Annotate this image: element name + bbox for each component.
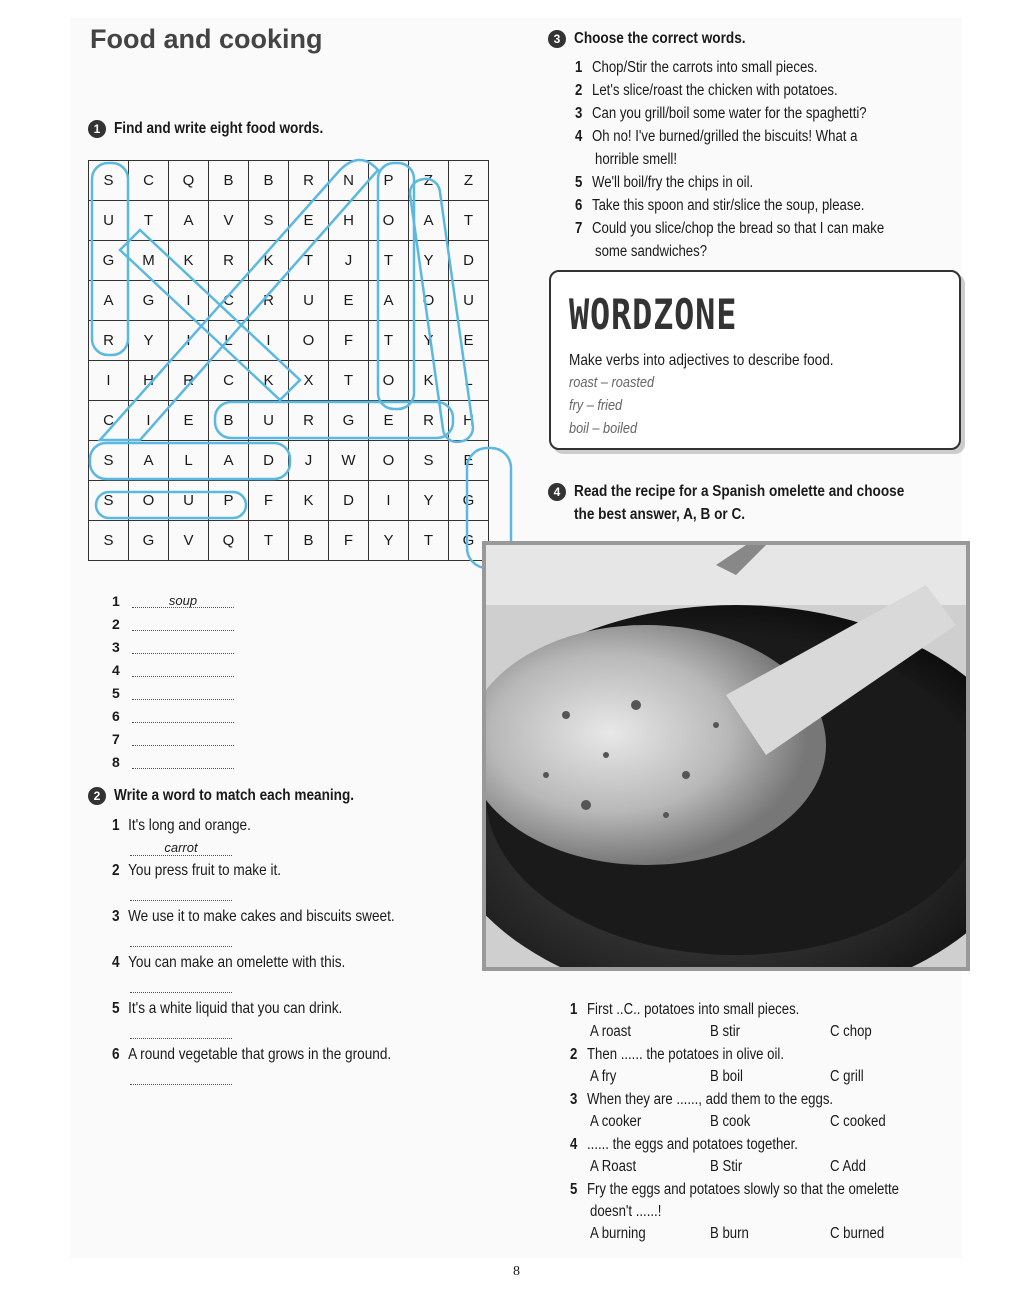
grid-cell: I: [129, 401, 169, 441]
grid-row: [89, 361, 489, 401]
section-2-heading: 2 Write a word to match each meaning.: [88, 787, 396, 805]
grid-row: [89, 441, 489, 481]
answer-option[interactable]: B stir: [710, 1023, 741, 1040]
recipe-question: 5 Fry the eggs and potatoes slowly so that the omelette: [570, 1181, 899, 1198]
answer-option[interactable]: B boil: [710, 1068, 743, 1085]
section-1-heading: 1 Find and write eight food words.: [88, 120, 360, 138]
page-number: 8: [513, 1264, 520, 1279]
answer-option[interactable]: C burned: [830, 1225, 885, 1242]
grid-cell: F: [329, 321, 369, 361]
omelette-pan-photo: [482, 541, 970, 971]
grid-cell: I: [169, 281, 209, 321]
section-3-heading: 3 Choose the correct words.: [548, 30, 776, 48]
grid-cell: O: [409, 281, 449, 321]
grid-cell: T: [409, 521, 449, 561]
grid-cell: G: [129, 521, 169, 561]
grid-cell: Y: [409, 481, 449, 521]
section-number-badge: 3: [548, 30, 566, 48]
grid-cell: O: [129, 481, 169, 521]
choose-word-item-cont: horrible smell!: [595, 151, 678, 168]
answer-option[interactable]: A fry: [590, 1068, 617, 1085]
grid-cell: M: [129, 241, 169, 281]
grid-cell: I: [89, 361, 129, 401]
grid-cell: J: [289, 441, 329, 481]
answer-number: 3: [112, 639, 120, 655]
grid-cell: I: [169, 321, 209, 361]
answer-value[interactable]: [132, 756, 234, 769]
answer-value[interactable]: [132, 687, 234, 700]
answer-option[interactable]: A cooker: [590, 1113, 642, 1130]
word-search-grid: [88, 160, 489, 561]
grid-cell: E: [449, 441, 489, 481]
grid-cell: S: [89, 481, 129, 521]
grid-cell: K: [409, 361, 449, 401]
answer-line[interactable]: [112, 616, 120, 632]
wordzone-example: roast – roasted: [569, 374, 655, 391]
grid-cell: A: [169, 201, 209, 241]
choose-word-item: 5 We'll boil/fry the chips in oil.: [575, 174, 754, 191]
grid-cell: U: [89, 201, 129, 241]
answer-option[interactable]: A roast: [590, 1023, 632, 1040]
answer-line[interactable]: [112, 731, 120, 747]
grid-cell: V: [209, 201, 249, 241]
grid-cell: K: [289, 481, 329, 521]
grid-cell: G: [449, 521, 489, 561]
grid-cell: G: [329, 401, 369, 441]
answer-line[interactable]: [112, 593, 198, 609]
section-4-heading-line2: the best answer, A, B or C.: [574, 506, 746, 523]
recipe-question: 1 First ..C.. potatoes into small pieces.: [570, 1001, 800, 1018]
grid-cell: T: [289, 241, 329, 281]
grid-cell: R: [209, 241, 249, 281]
answer-value[interactable]: [132, 664, 234, 677]
answer-number: 1: [112, 593, 120, 609]
grid-row: [89, 321, 489, 361]
grid-cell: L: [449, 361, 489, 401]
answer-option[interactable]: B Stir: [710, 1158, 743, 1175]
grid-cell: H: [129, 361, 169, 401]
answer-value[interactable]: [132, 618, 234, 631]
grid-cell: P: [209, 481, 249, 521]
section-4-heading: 4 Read the recipe for a Spanish omelette and choose: [548, 483, 963, 501]
grid-row: [89, 401, 489, 441]
grid-cell: O: [369, 441, 409, 481]
choose-word-item: 7 Could you slice/chop the bread so that I can make: [575, 220, 885, 237]
grid-cell: T: [129, 201, 169, 241]
grid-cell: Y: [369, 521, 409, 561]
meaning-item: 3 We use it to make cakes and biscuits sweet.: [112, 908, 395, 925]
answer-option[interactable]: A burning: [590, 1225, 646, 1242]
grid-cell: B: [249, 161, 289, 201]
grid-cell: S: [89, 521, 129, 561]
answer-value[interactable]: [132, 641, 234, 654]
grid-cell: R: [289, 161, 329, 201]
choose-word-item: 2 Let's slice/roast the chicken with potatoes.: [575, 82, 838, 99]
grid-cell: C: [209, 281, 249, 321]
grid-cell: A: [89, 281, 129, 321]
answer-value[interactable]: [132, 710, 234, 723]
grid-cell: A: [369, 281, 409, 321]
grid-cell: Y: [409, 321, 449, 361]
choose-word-item-cont: some sandwiches?: [595, 243, 708, 260]
answer-line[interactable]: [112, 685, 120, 701]
grid-cell: W: [329, 441, 369, 481]
grid-cell: S: [89, 161, 129, 201]
grid-row: [89, 241, 489, 281]
grid-cell: T: [369, 241, 409, 281]
meaning-item: 1 It's long and orange.: [112, 817, 251, 834]
answer-option[interactable]: C Add: [830, 1158, 866, 1175]
grid-cell: B: [289, 521, 329, 561]
grid-cell: J: [329, 241, 369, 281]
grid-cell: T: [369, 321, 409, 361]
grid-cell: K: [249, 361, 289, 401]
grid-cell: C: [89, 401, 129, 441]
meaning-item: 6 A round vegetable that grows in the ground.: [112, 1046, 392, 1063]
grid-cell: K: [249, 241, 289, 281]
wordzone-example: boil – boiled: [569, 420, 638, 437]
section-number-badge: 1: [88, 120, 106, 138]
answer-number: 6: [112, 708, 120, 724]
grid-cell: U: [289, 281, 329, 321]
answer-line[interactable]: [112, 754, 120, 770]
grid-cell: R: [89, 321, 129, 361]
grid-cell: I: [369, 481, 409, 521]
answer-number: 7: [112, 731, 120, 747]
wordzone-title: WORDZONE: [569, 290, 738, 339]
grid-cell: D: [329, 481, 369, 521]
grid-cell: S: [249, 201, 289, 241]
answer-line[interactable]: [112, 708, 120, 724]
answer-number: 2: [112, 616, 120, 632]
grid-cell: I: [249, 321, 289, 361]
answer-option[interactable]: C grill: [830, 1068, 864, 1085]
grid-row: [89, 281, 489, 321]
grid-cell: A: [209, 441, 249, 481]
meaning-answer-line[interactable]: [130, 1070, 232, 1085]
grid-cell: Q: [209, 521, 249, 561]
grid-row: [89, 201, 489, 241]
meaning-answer-line[interactable]: [130, 886, 232, 901]
grid-cell: Y: [409, 241, 449, 281]
section-number-badge: 4: [548, 483, 566, 501]
section-number-badge: 2: [88, 787, 106, 805]
meaning-item: 5 It's a white liquid that you can drink.: [112, 1000, 343, 1017]
grid-cell: L: [169, 441, 209, 481]
wordzone-example: fry – fried: [569, 397, 623, 414]
page-title: Food and cooking: [90, 24, 323, 54]
meaning-item: 4 You can make an omelette with this.: [112, 954, 346, 971]
grid-cell: C: [209, 361, 249, 401]
grid-cell: P: [369, 161, 409, 201]
grid-cell: R: [169, 361, 209, 401]
answer-option[interactable]: C chop: [830, 1023, 872, 1040]
meaning-answer-line[interactable]: carrot: [130, 841, 232, 856]
grid-row: [89, 521, 489, 561]
recipe-question: 4 ...... the eggs and potatoes together.: [570, 1136, 798, 1153]
grid-cell: F: [329, 521, 369, 561]
grid-cell: R: [249, 281, 289, 321]
grid-cell: L: [209, 321, 249, 361]
grid-cell: E: [169, 401, 209, 441]
grid-cell: H: [449, 401, 489, 441]
grid-cell: E: [329, 281, 369, 321]
grid-cell: Y: [129, 321, 169, 361]
recipe-question: 3 When they are ......, add them to the eggs.: [570, 1091, 834, 1108]
grid-cell: R: [289, 401, 329, 441]
grid-cell: S: [409, 441, 449, 481]
grid-cell: U: [169, 481, 209, 521]
grid-cell: B: [209, 161, 249, 201]
answer-line[interactable]: [112, 639, 120, 655]
grid-cell: U: [249, 401, 289, 441]
grid-cell: S: [89, 441, 129, 481]
recipe-question-cont: doesn't ......!: [590, 1203, 662, 1220]
wordzone-instruction: Make verbs into adjectives to describe food.: [569, 352, 834, 369]
grid-cell: A: [129, 441, 169, 481]
grid-cell: B: [209, 401, 249, 441]
grid-row: [89, 481, 489, 521]
grid-cell: O: [289, 321, 329, 361]
grid-cell: X: [289, 361, 329, 401]
grid-cell: T: [329, 361, 369, 401]
grid-cell: K: [169, 241, 209, 281]
answer-number: 4: [112, 662, 120, 678]
answer-value[interactable]: [132, 733, 234, 746]
grid-cell: F: [249, 481, 289, 521]
grid-cell: D: [249, 441, 289, 481]
grid-cell: R: [409, 401, 449, 441]
grid-cell: O: [369, 361, 409, 401]
grid-cell: U: [449, 281, 489, 321]
grid-cell: H: [329, 201, 369, 241]
grid-cell: G: [89, 241, 129, 281]
choose-word-item: 1 Chop/Stir the carrots into small pieces.: [575, 59, 818, 76]
grid-cell: G: [449, 481, 489, 521]
answer-value[interactable]: soup: [132, 595, 234, 608]
grid-cell: C: [129, 161, 169, 201]
grid-cell: V: [169, 521, 209, 561]
choose-word-item: 4 Oh no! I've burned/grilled the biscuits! What a: [575, 128, 858, 145]
answer-option[interactable]: B burn: [710, 1225, 749, 1242]
grid-cell: E: [449, 321, 489, 361]
grid-cell: Q: [169, 161, 209, 201]
answer-option[interactable]: A Roast: [590, 1158, 637, 1175]
wordzone-box: [549, 270, 961, 450]
grid-cell: D: [449, 241, 489, 281]
grid-cell: E: [289, 201, 329, 241]
grid-row: [89, 161, 489, 201]
answer-line[interactable]: [112, 662, 120, 678]
meaning-answer-line[interactable]: [130, 932, 232, 947]
meaning-item: 2 You press fruit to make it.: [112, 862, 282, 879]
answer-number: 5: [112, 685, 120, 701]
answer-number: 8: [112, 754, 120, 770]
grid-cell: Z: [449, 161, 489, 201]
grid-cell: Z: [409, 161, 449, 201]
grid-cell: T: [449, 201, 489, 241]
choose-word-item: 3 Can you grill/boil some water for the spaghetti?: [575, 105, 867, 122]
choose-word-item: 6 Take this spoon and stir/slice the soup, please.: [575, 197, 865, 214]
recipe-question: 2 Then ...... the potatoes in olive oil.: [570, 1046, 785, 1063]
answer-option[interactable]: B cook: [710, 1113, 751, 1130]
grid-cell: G: [129, 281, 169, 321]
meaning-answer-line[interactable]: [130, 1024, 232, 1039]
grid-cell: O: [369, 201, 409, 241]
grid-cell: E: [369, 401, 409, 441]
grid-cell: N: [329, 161, 369, 201]
grid-cell: A: [409, 201, 449, 241]
grid-cell: T: [249, 521, 289, 561]
meaning-answer-line[interactable]: [130, 978, 232, 993]
answer-option[interactable]: C cooked: [830, 1113, 886, 1130]
